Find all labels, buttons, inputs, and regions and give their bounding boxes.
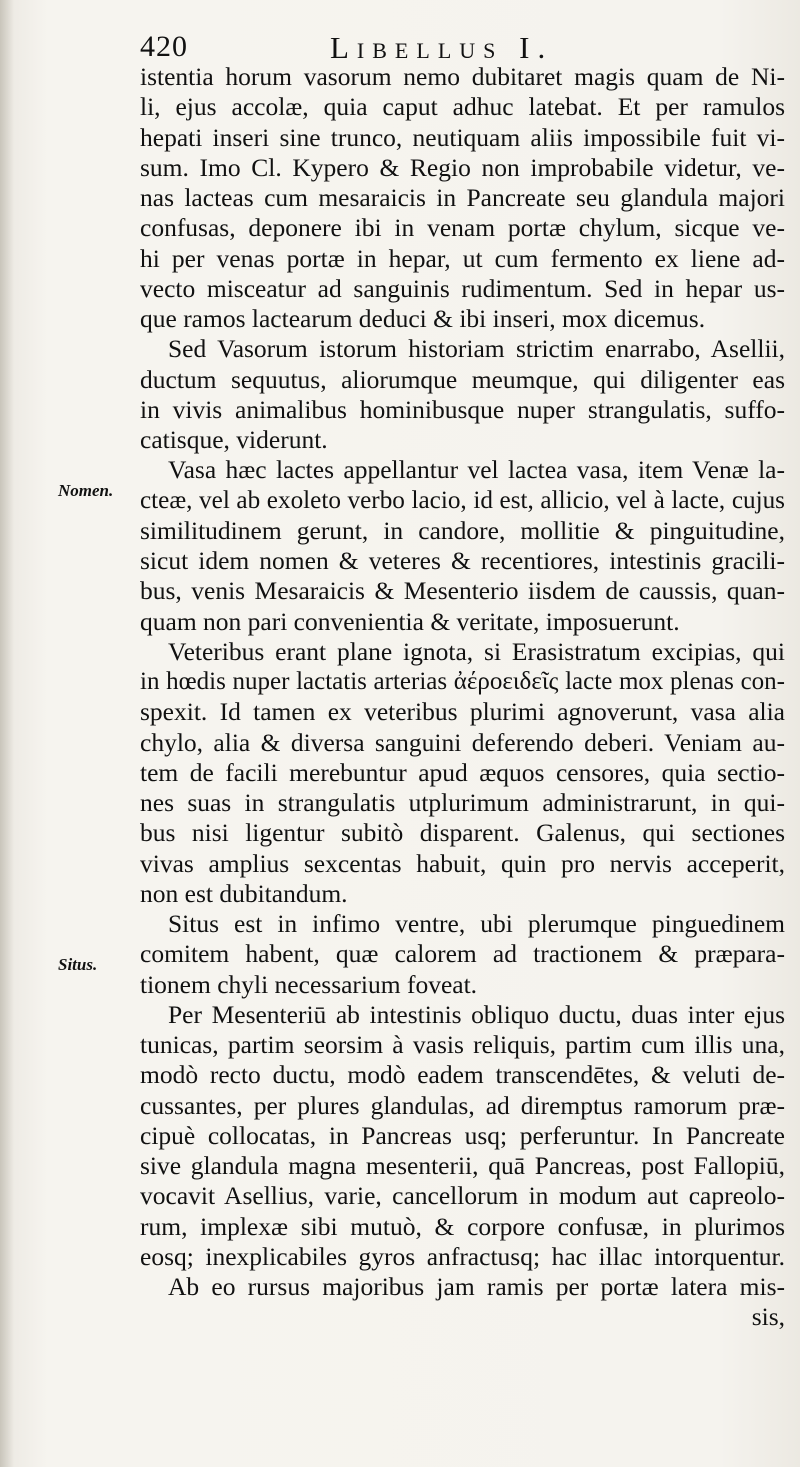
text-line: vocavit Asellius, varie, cancellorum in modum aut capreolo- — [140, 1181, 785, 1211]
body-text — [140, 62, 785, 1333]
running-title: Libellus I. — [330, 30, 554, 65]
text-line: similitudinem gerunt, in candore, mollitie & pinguitudine, — [140, 515, 785, 545]
text-line: spexit. Id tamen ex veteribus plurimi agnoverunt, vasa alia — [140, 697, 785, 727]
text-line: cteæ, vel ab exoleto verbo lacio, id est, allicio, vel à lacte, cujus — [140, 486, 785, 514]
text-line: hi per venas portæ in hepar, ut cum fermento ex liene ad- — [140, 243, 785, 273]
text-line: istentia horum vasorum nemo dubitaret magis quam de Ni- — [140, 62, 785, 91]
margin-note-situs: Situs. — [58, 955, 98, 974]
paragraph-start-line: Ab eo rursus majoribus jam ramis per portæ latera mis- — [168, 1272, 785, 1301]
text-line: vecto misceatur ad sanguinis rudimentum. Sed in hepar us- — [140, 273, 785, 303]
text-line: quam non pari convenientia & veritate, imposuerunt. — [140, 606, 680, 636]
text-line: bus, venis Mesaraicis & Mesenterio iisdem de caussis, quan- — [140, 576, 785, 606]
text-line: bus nisi ligentur subitò disparent. Galenus, qui sectiones — [140, 818, 785, 848]
text-line: in vivis animalibus hominibusque nuper strangulatis, suffo- — [140, 394, 785, 424]
text-line: confusas, deponere ibi in venam portæ chylum, sicque ve- — [140, 213, 785, 243]
text-line: chylo, alia & diversa sanguini deferendo deberi. Veniam au- — [140, 727, 785, 757]
catchword-line: sis, — [751, 1302, 785, 1332]
text-line: nas lacteas cum mesaraicis in Pancreate seu glandula majori — [140, 183, 785, 212]
text-line: in hœdis nuper lactatis arterias ἀέροειδεῖς lacte mox plenas con- — [140, 668, 785, 695]
page-number: 420 — [140, 30, 188, 63]
paragraph-start-line: Per Mesenteriū ab intestinis obliquo ductu, duas inter ejus — [168, 999, 785, 1029]
paragraph-start-line: Sed Vasorum istorum historiam strictim enarrabo, Asellii, — [168, 334, 785, 364]
text-line: ductum sequutus, aliorumque meumque, qui diligenter eas — [140, 364, 785, 394]
paragraph-start-line: Situs est in infimo ventre, ubi plerumque pinguedinem — [168, 909, 785, 938]
text-line: vivas amplius sexcentas habuit, quin pro nervis acceperit, — [140, 848, 785, 878]
text-line: rum, implexæ sibi mutuò, & corpore confusæ, in plurimos — [140, 1211, 785, 1241]
text-line: modò recto ductu, modò eadem transcendētes, & veluti de- — [140, 1060, 785, 1090]
text-line: tem de facili merebuntur apud æquos censores, quia sectio- — [140, 757, 785, 787]
text-line: li, ejus accolæ, quia caput adhuc latebat. Et per ramulos — [140, 92, 785, 122]
text-line: cussantes, per plures glandulas, ad diremptus ramorum præ- — [140, 1090, 785, 1120]
text-line: eosq; inexplicabiles gyros anfractusq; hac illac intorquentur. — [140, 1241, 785, 1271]
gutter-shadow — [0, 0, 14, 1467]
text-line: hepati inseri sine trunco, neutiquam aliis impossibile fuit vi- — [140, 122, 785, 152]
text-line: tunicas, partim seorsim à vasis reliquis, partim cum illis una, — [140, 1030, 785, 1059]
text-line: non est dubitandum. — [140, 878, 348, 908]
text-line: sicut idem nomen & veteres & recentiores, intestinis gracili- — [140, 546, 785, 575]
text-line: comitem habent, quæ calorem ad tractionem & præpara- — [140, 939, 785, 969]
margin-note-nomen: Nomen. — [58, 481, 114, 500]
text-line: sive glandula magna mesenterii, quā Pancreas, post Fallopiū, — [140, 1151, 785, 1180]
text-line: sum. Imo Cl. Kypero & Regio non improbabile videtur, ve- — [140, 152, 785, 182]
paragraph-start-line: Vasa hæc lactes appellantur vel lactea vasa, item Venæ la- — [168, 455, 785, 485]
text-line: tionem chyli necessarium foveat. — [140, 969, 478, 999]
text-line: catisque, viderunt. — [140, 425, 328, 454]
paragraph-start-line: Veteribus erant plane ignota, si Erasistratum excipias, qui — [168, 636, 785, 666]
text-line: cipuè collocatas, in Pancreas usq; perferuntur. In Pancreate — [140, 1120, 785, 1150]
text-line: nes suas in strangulatis utplurimum administrarunt, in qui- — [140, 788, 785, 817]
text-line: que ramos lactearum deduci & ibi inseri, mox dicemus. — [140, 304, 706, 333]
